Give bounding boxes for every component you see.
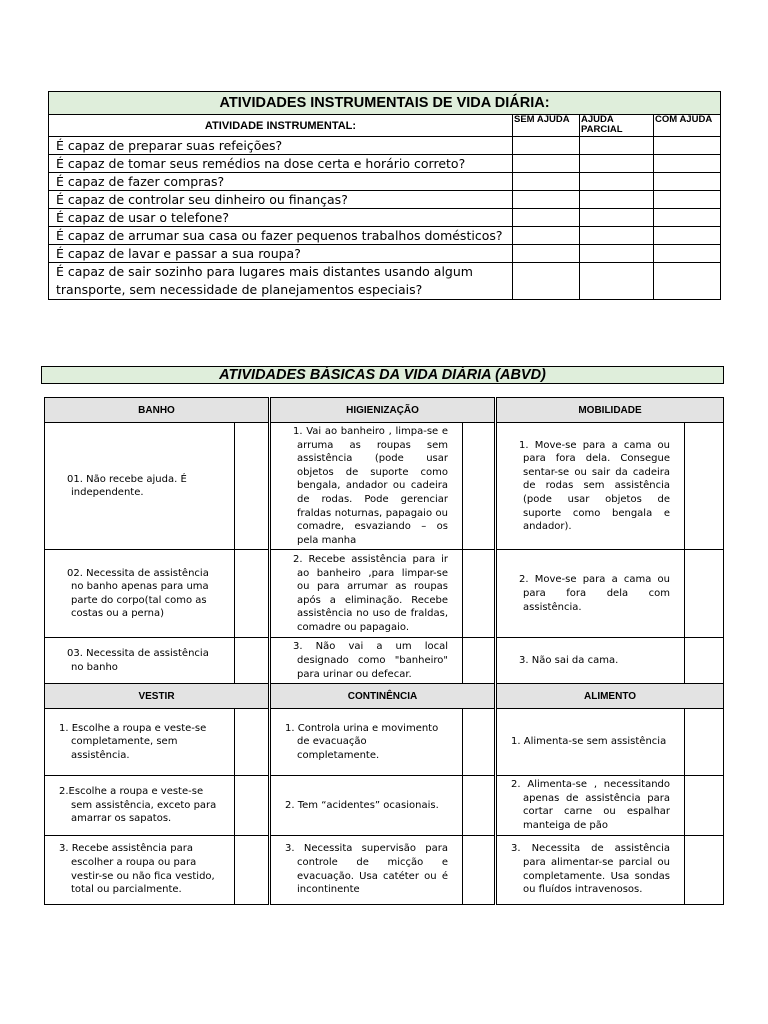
section-header-alimento: ALIMENTO xyxy=(497,684,724,709)
activity-label: É capaz de tomar seus remédios na dose certa e horário correto? xyxy=(49,155,513,173)
table-row xyxy=(45,835,724,904)
banho-option-3: 03. Necessita de assistência no banho xyxy=(45,638,235,684)
sem-ajuda-checkbox[interactable] xyxy=(513,191,580,209)
ajuda-parcial-checkbox[interactable] xyxy=(580,263,654,300)
com-ajuda-checkbox[interactable] xyxy=(654,191,721,209)
activity-label: É capaz de preparar suas refeições? xyxy=(49,137,513,155)
continencia-checkbox-2[interactable] xyxy=(463,776,495,835)
banho-checkbox-1[interactable] xyxy=(235,423,269,550)
table-row xyxy=(49,263,721,300)
continencia-checkbox-3[interactable] xyxy=(463,835,495,904)
activity-label: É capaz de usar o telefone? xyxy=(49,209,513,227)
vestir-option-2: 2.Escolhe a roupa e veste-se sem assistência, exceto para amarrar os sapatos. xyxy=(45,776,235,835)
section-header-higienizacao: HIGIENIZAÇÃO xyxy=(271,398,495,423)
section-header-continencia: CONTINÊNCIA xyxy=(271,684,495,709)
continencia-option-2: 2. Tem “acidentes” ocasionais. xyxy=(271,776,463,835)
section-header-vestir: VESTIR xyxy=(45,684,269,709)
continencia-option-3: 3. Necessita supervisão para controle de micção e evacuação. Usa catéter ou é incontinente xyxy=(271,835,463,904)
table-row xyxy=(49,155,721,173)
vestir-checkbox-3[interactable] xyxy=(235,835,269,904)
section-header-banho: BANHO xyxy=(45,398,269,423)
table-row xyxy=(49,191,721,209)
ajuda-parcial-checkbox[interactable] xyxy=(580,245,654,263)
col-com-ajuda: COM AJUDA xyxy=(654,115,721,137)
higienizacao-checkbox-2[interactable] xyxy=(463,550,495,638)
table-row xyxy=(45,709,724,776)
table-row xyxy=(49,227,721,245)
activity-label: É capaz de fazer compras? xyxy=(49,173,513,191)
alimento-checkbox-3[interactable] xyxy=(685,835,724,904)
ajuda-parcial-checkbox[interactable] xyxy=(580,137,654,155)
higienizacao-option-3: 3. Não vai a um local designado como "banheiro" para urinar ou defecar. xyxy=(271,638,463,684)
ajuda-parcial-checkbox[interactable] xyxy=(580,227,654,245)
com-ajuda-checkbox[interactable] xyxy=(654,137,721,155)
ajuda-parcial-checkbox[interactable] xyxy=(580,173,654,191)
sem-ajuda-checkbox[interactable] xyxy=(513,227,580,245)
activity-label: É capaz de sair sozinho para lugares mais distantes usando algum transporte, sem necessidade de planejamentos especiais? xyxy=(49,263,513,300)
higienizacao-checkbox-1[interactable] xyxy=(463,423,495,550)
ajuda-parcial-checkbox[interactable] xyxy=(580,209,654,227)
activity-label: É capaz de controlar seu dinheiro ou finanças? xyxy=(49,191,513,209)
mobilidade-checkbox-3[interactable] xyxy=(685,638,724,684)
higienizacao-option-1: 1. Vai ao banheiro , limpa-se e arruma as roupas sem assistência (pode usar objetos de suporte como bengala, andador ou cadeira de rodas. Pode gerenciar fraldas noturnas, papagaio ou comadre, esvaziando – os pela manha xyxy=(271,423,463,550)
sem-ajuda-checkbox[interactable] xyxy=(513,245,580,263)
mobilidade-option-2: 2. Move-se para a cama ou para fora dela com assistência. xyxy=(497,550,685,638)
alimento-checkbox-1[interactable] xyxy=(685,709,724,776)
activity-label: É capaz de lavar e passar a sua roupa? xyxy=(49,245,513,263)
table-row xyxy=(49,245,721,263)
banho-checkbox-3[interactable] xyxy=(235,638,269,684)
col-sem-ajuda: SEM AJUDA xyxy=(513,115,580,137)
table-row xyxy=(45,550,724,638)
activity-label: É capaz de arrumar sua casa ou fazer pequenos trabalhos domésticos? xyxy=(49,227,513,245)
com-ajuda-checkbox[interactable] xyxy=(654,173,721,191)
com-ajuda-checkbox[interactable] xyxy=(654,209,721,227)
banho-checkbox-2[interactable] xyxy=(235,550,269,638)
table-row xyxy=(49,173,721,191)
table-row xyxy=(45,638,724,684)
activity-header: ATIVIDADE INSTRUMENTAL: xyxy=(49,115,513,137)
mobilidade-checkbox-1[interactable] xyxy=(685,423,724,550)
mobilidade-checkbox-2[interactable] xyxy=(685,550,724,638)
alimento-option-2: 2. Alimenta-se , necessitando apenas de assistência para cortar carne ou espalhar manteiga de pão xyxy=(497,776,685,835)
vestir-option-1: 1. Escolhe a roupa e veste-se completamente, sem assistência. xyxy=(45,709,235,776)
vestir-checkbox-2[interactable] xyxy=(235,776,269,835)
sem-ajuda-checkbox[interactable] xyxy=(513,173,580,191)
col-ajuda-parcial: AJUDA PARCIAL xyxy=(580,115,654,137)
aivd-title: ATIVIDADES INSTRUMENTAIS DE VIDA DIÁRIA: xyxy=(49,92,721,115)
continencia-checkbox-1[interactable] xyxy=(463,709,495,776)
table-row xyxy=(49,137,721,155)
mobilidade-option-1: 1. Move-se para a cama ou para fora dela. Consegue sentar-se ou sair da cadeira de rodas sem assistência (pode usar objetos de suporte como bengala e andador). xyxy=(497,423,685,550)
ajuda-parcial-checkbox[interactable] xyxy=(580,155,654,173)
higienizacao-option-2: 2. Recebe assistência para ir ao banheiro ,para limpar-se ou para arrumar as roupas após a eliminação. Recebe assistência no uso de fraldas, comadre ou papagaio. xyxy=(271,550,463,638)
sem-ajuda-checkbox[interactable] xyxy=(513,209,580,227)
table-row xyxy=(49,209,721,227)
aivd-table xyxy=(48,91,721,300)
abvd-title: ATIVIDADES BÁSICAS DA VIDA DIÁRIA (ABVD) xyxy=(41,366,724,384)
mobilidade-option-3: 3. Não sai da cama. xyxy=(497,638,685,684)
alimento-option-3: 3. Necessita de assistência para alimentar-se parcial ou completamente. Usa sondas ou fluídos intravenosos. xyxy=(497,835,685,904)
banho-option-1: 01. Não recebe ajuda. É independente. xyxy=(45,423,235,550)
sem-ajuda-checkbox[interactable] xyxy=(513,137,580,155)
com-ajuda-checkbox[interactable] xyxy=(654,245,721,263)
sem-ajuda-checkbox[interactable] xyxy=(513,263,580,300)
vestir-checkbox-1[interactable] xyxy=(235,709,269,776)
table-row xyxy=(45,776,724,835)
abvd-table xyxy=(44,397,724,905)
ajuda-parcial-checkbox[interactable] xyxy=(580,191,654,209)
higienizacao-checkbox-3[interactable] xyxy=(463,638,495,684)
continencia-option-1: 1. Controla urina e movimento de evacuação completamente. xyxy=(271,709,463,776)
alimento-option-1: 1. Alimenta-se sem assistência xyxy=(497,709,685,776)
com-ajuda-checkbox[interactable] xyxy=(654,263,721,300)
section-header-mobilidade: MOBILIDADE xyxy=(497,398,724,423)
sem-ajuda-checkbox[interactable] xyxy=(513,155,580,173)
alimento-checkbox-2[interactable] xyxy=(685,776,724,835)
com-ajuda-checkbox[interactable] xyxy=(654,227,721,245)
banho-option-2: 02. Necessita de assistência no banho apenas para uma parte do corpo(tal como as costas ou a perna) xyxy=(45,550,235,638)
table-row xyxy=(45,423,724,550)
com-ajuda-checkbox[interactable] xyxy=(654,155,721,173)
vestir-option-3: 3. Recebe assistência para escolher a roupa ou para vestir-se ou não fica vestido, total ou parcialmente. xyxy=(45,835,235,904)
